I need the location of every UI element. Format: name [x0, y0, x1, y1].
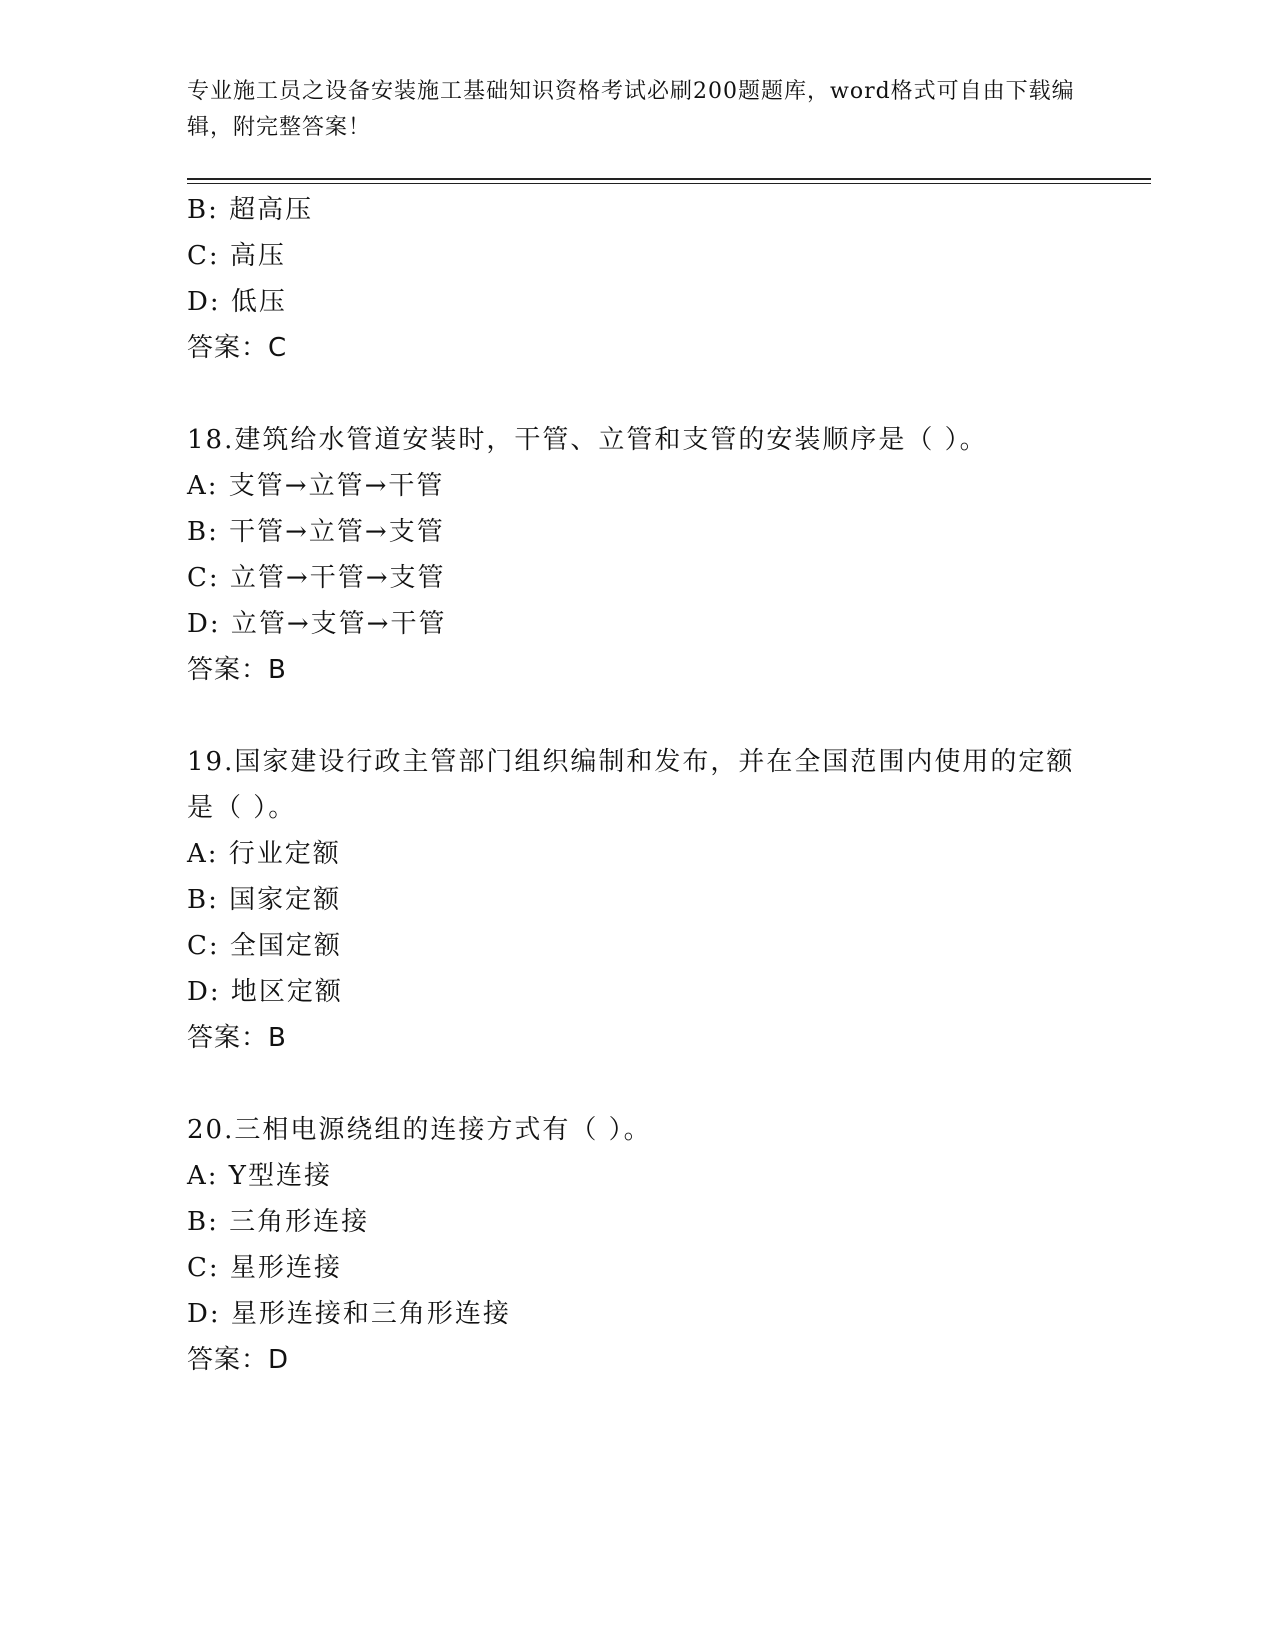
question-20	[187, 1107, 1087, 1383]
answer-label: 答案：C	[187, 333, 288, 363]
answer-label: 答案：B	[187, 1023, 287, 1053]
question-text: 18.建筑给水管道安装时，干管、立管和支管的安装顺序是（ ）。	[187, 425, 988, 455]
question-19	[187, 739, 1087, 1061]
option-d: D: 立管→支管→干管	[187, 609, 447, 639]
option-b: B: 三角形连接	[187, 1207, 370, 1237]
question-17-tail	[187, 187, 1087, 371]
option-b: B: 超高压	[187, 195, 314, 225]
answer-label: 答案：B	[187, 655, 287, 685]
question-text: 20.三相电源绕组的连接方式有（ ）。	[187, 1115, 652, 1145]
document-header: 专业施工员之设备安装施工基础知识资格考试必刷200题题库，word格式可自由下载编辑，附完整答案！	[187, 79, 1075, 140]
question-list	[187, 187, 1087, 1383]
option-d: D: 星形连接和三角形连接	[187, 1299, 511, 1329]
question-18	[187, 417, 1087, 693]
option-b: B: 干管→立管→支管	[187, 517, 445, 547]
option-a: A: 行业定额	[187, 839, 341, 869]
option-d: D: 地区定额	[187, 977, 343, 1007]
option-c: C: 全国定额	[187, 931, 342, 961]
option-c: C: 高压	[187, 241, 286, 271]
spacer	[187, 693, 1087, 739]
option-a: A: 支管→立管→干管	[187, 471, 445, 501]
question-text: 19.国家建设行政主管部门组织编制和发布，并在全国范围内使用的定额是（ ）。	[187, 747, 1075, 823]
option-c: C: 星形连接	[187, 1253, 342, 1283]
spacer	[187, 1061, 1087, 1107]
answer-label: 答案：D	[187, 1345, 290, 1375]
header-divider-thin	[187, 183, 1151, 184]
option-b: B: 国家定额	[187, 885, 342, 915]
spacer	[187, 371, 1087, 417]
option-c: C: 立管→干管→支管	[187, 563, 446, 593]
header-divider-thick	[187, 178, 1151, 180]
option-d: D: 低压	[187, 287, 287, 317]
option-a: A: Y型连接	[187, 1161, 332, 1191]
